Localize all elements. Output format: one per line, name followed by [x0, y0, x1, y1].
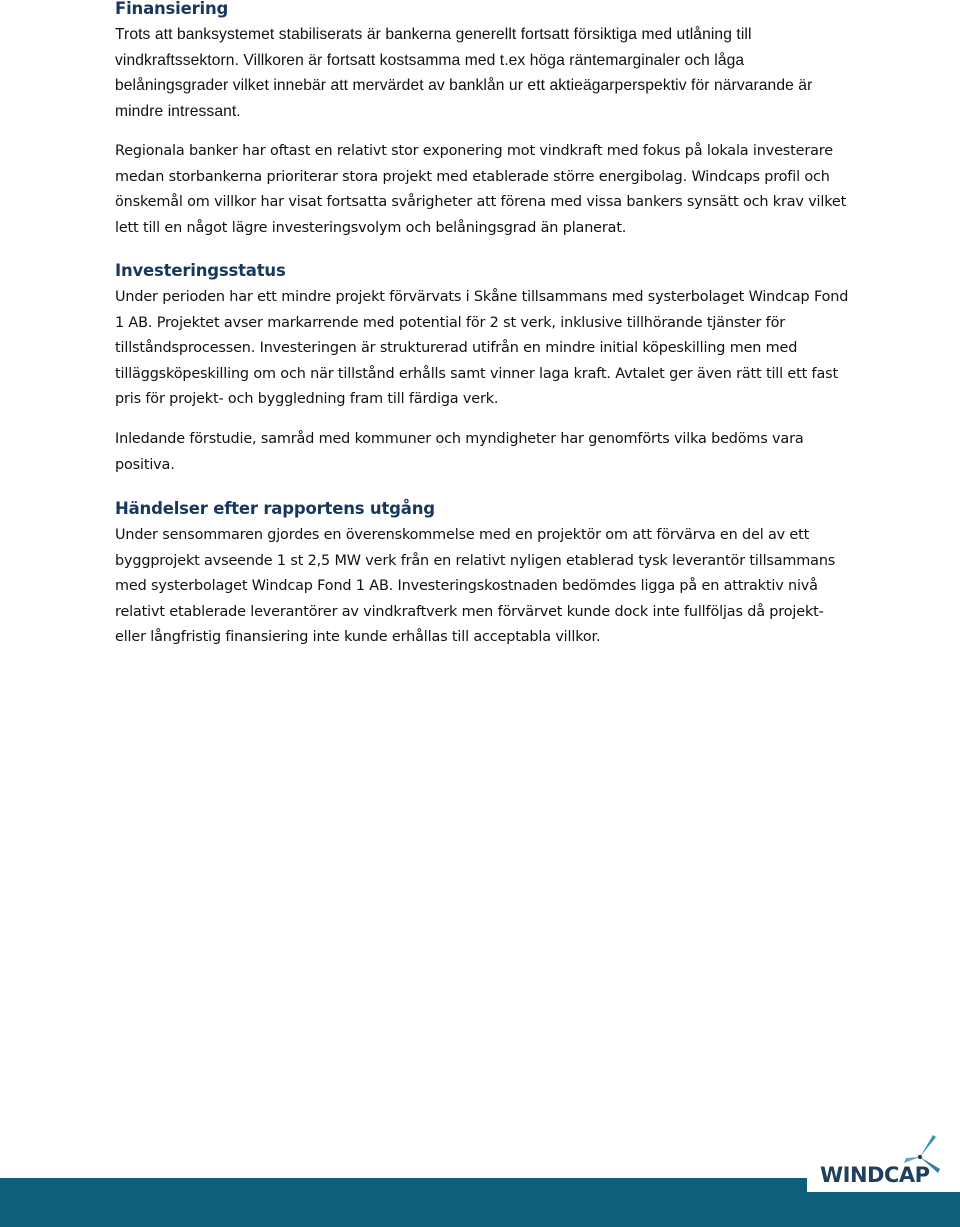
- windcap-logo: [818, 1133, 948, 1189]
- paragraph-investeringsstatus-2: Inledande förstudie, samråd med kommuner och myndigheter har genomförts vilka bedöms vara positiva.: [115, 431, 804, 473]
- section-title-handelser: Händelser efter rapportens utgång: [115, 499, 435, 518]
- section-title-investeringsstatus: Investeringsstatus: [115, 261, 286, 280]
- paragraph-handelser-1: Under sensommaren gjordes en överenskommelse med en projektör om att förvärva en del av ett byggprojekt avseende 1 st 2,5 MW verk från en relativt nyligen etablerad tysk leverantör tillsammans med systerbolaget Windcap Fond 1 AB. Investeringskostnaden bedömdes ligga på en attraktiv nivå relativt etablerade leverantörer av vindkraftverk men förvärvet kunde dock inte fullföljas då projekt- eller långfristig finansiering inte kunde erhållas till acceptabla villkor.: [115, 527, 836, 645]
- logo-wordmark: WINDCAP: [820, 1163, 930, 1187]
- paragraph-finansiering-2: Regionala banker har oftast en relativt stor exponering mot vindkraft med fokus på lokala investerare medan storbankerna prioriterar stora projekt med etablerade större energibolag. Windcaps profil och önskemål om villkor har visat fortsatta svårigheter att förena med vissa bankers synsätt och krav vilket lett till en något lägre investeringsvolym och belåningsgrad än planerat.: [115, 143, 847, 236]
- paragraph-investeringsstatus-1: Under perioden har ett mindre projekt förvärvats i Skåne tillsammans med systerbolaget Windcap Fond 1 AB. Projektet avser markarrende med potential för 2 st verk, inklusive tillhörande tjänster för tillståndsprocessen. Investeringen är strukturerad utifrån en mindre initial köpeskilling men med tilläggsköpeskilling om och när tillstånd erhålls samt vinner laga kraft. Avtalet ger även rätt till ett fast pris för projekt- och byggledning fram till färdiga verk.: [115, 289, 849, 407]
- paragraph-finansiering-1: Trots att banksystemet stabiliserats är bankerna generellt fortsatt försiktiga med utlåning till vindkraftssektorn. Villkoren är fortsatt kostsamma med t.ex höga räntemarginaler och låga belåningsgrader vilket innebär att mervärdet av banklån ur ett aktieägarperspektiv för närvarande är mindre intressant.: [115, 26, 813, 120]
- section-title-finansiering: Finansiering: [115, 0, 229, 18]
